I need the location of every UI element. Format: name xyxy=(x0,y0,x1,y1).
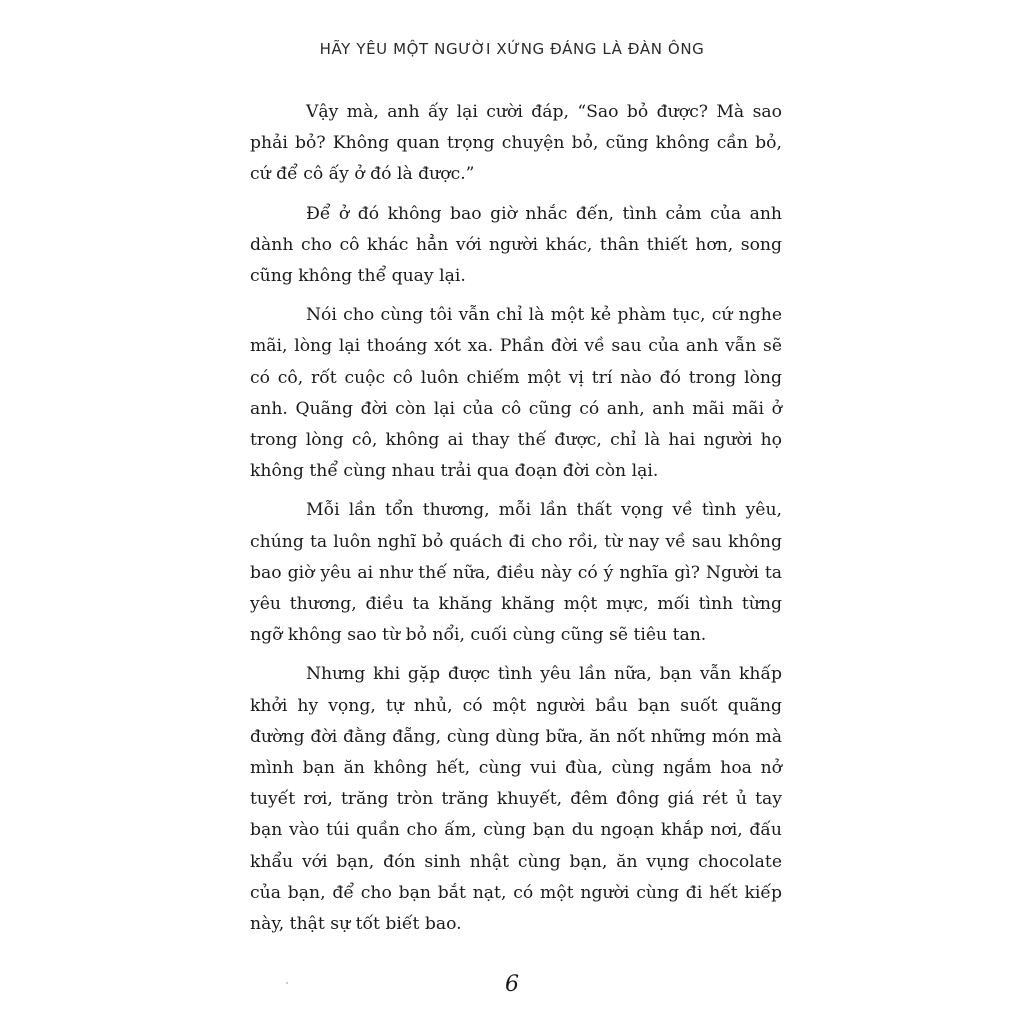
paragraph-2: Để ở đó không bao giờ nhắc đến, tình cảm của anh dành cho cô khác hẳn với người khác, thân thiết hơn, song cũng không thể quay lại. xyxy=(250,203,782,287)
paragraph-3: Nói cho cùng tôi vẫn chỉ là một kẻ phàm tục, cứ nghe mãi, lòng lại thoáng xót xa. Phần đời về sau của anh vẫn sẽ có cô, rốt cuộc cô luôn chiếm một vị trí nào đó trong lòng anh. Quãng đời còn lại của cô cũng có anh, anh mãi mãi ở trong lòng cô, không ai thay thế được, chỉ là hai người họ không thể cùng nhau trải qua đoạn đời còn lại. xyxy=(250,305,782,482)
body-text xyxy=(250,97,782,948)
paragraph-4: Mỗi lần tổn thương, mỗi lần thất vọng về tình yêu, chúng ta luôn nghĩ bỏ quách đi cho rồi, từ nay về sau không bao giờ yêu ai như thế nữa, điều này có ý nghĩa gì? Người ta yêu thương, điều ta khăng khăng một mực, mối tình từng ngỡ không sao từ bỏ nổi, cuối cùng cũng sẽ tiêu tan. xyxy=(250,500,782,646)
page-number: 6 xyxy=(505,972,519,997)
paragraph-1: Vậy mà, anh ấy lại cười đáp, “Sao bỏ được? Mà sao phải bỏ? Không quan trọng chuyện bỏ, cũng không cần bỏ, cứ để cô ấy ở đó là được.” xyxy=(250,102,782,185)
running-header: HÃY YÊU MỘT NGƯỜI XỨNG ĐÁNG LÀ ĐÀN ÔNG xyxy=(319,40,705,58)
paragraph-5: Nhưng khi gặp được tình yêu lần nữa, bạn vẫn khấp khởi hy vọng, tự nhủ, có một người bầu bạn suốt quãng đường đời đằng đẵng, cùng dùng bữa, ăn nốt những món mà mình bạn ăn không hết, cùng vui đùa, cùng ngắm hoa nở tuyết rơi, trăng tròn trăng khuyết, đêm đông giá rét ủ tay bạn vào túi quần cho ấm, cùng bạn du ngoạn khắp nơi, đấu khẩu với bạn, đón sinh nhật cùng bạn, ăn vụng chocolate của bạn, để cho bạn bắt nạt, có một người cùng đi hết kiếp này, thật sự tốt biết bao. xyxy=(250,664,782,935)
